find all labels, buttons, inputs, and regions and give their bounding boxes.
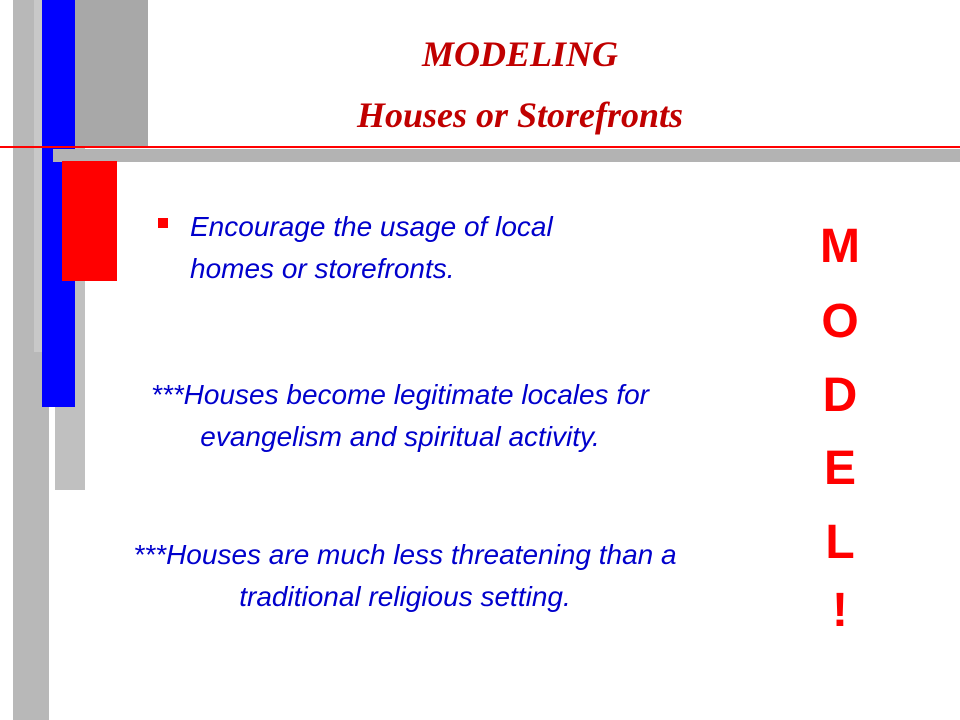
bullet-point-text: Encourage the usage of local homes or storefronts.: [190, 211, 553, 284]
note-legitimate-locales: ***Houses become legitimate locales for evangelism and spiritual activity.: [150, 379, 650, 452]
vertical-letter: !: [832, 584, 848, 637]
note-less-threatening: ***Houses are much less threatening than a traditional religious setting.: [133, 539, 677, 612]
red-decor-block: [62, 161, 117, 281]
red-divider-line: [0, 146, 960, 148]
vertical-letter: L: [825, 516, 855, 569]
slide-subtitle: Houses or Storefronts: [356, 95, 684, 135]
gray-decor-top-block: [75, 0, 148, 148]
vertical-letter: D: [822, 369, 858, 422]
vertical-letter: O: [821, 295, 859, 348]
vertical-letter: E: [823, 442, 856, 495]
square-bullet-icon: [158, 218, 168, 228]
slide-title: MODELING: [421, 34, 618, 74]
gray-divider-rule: [53, 149, 960, 162]
vertical-letter: M: [820, 220, 860, 273]
